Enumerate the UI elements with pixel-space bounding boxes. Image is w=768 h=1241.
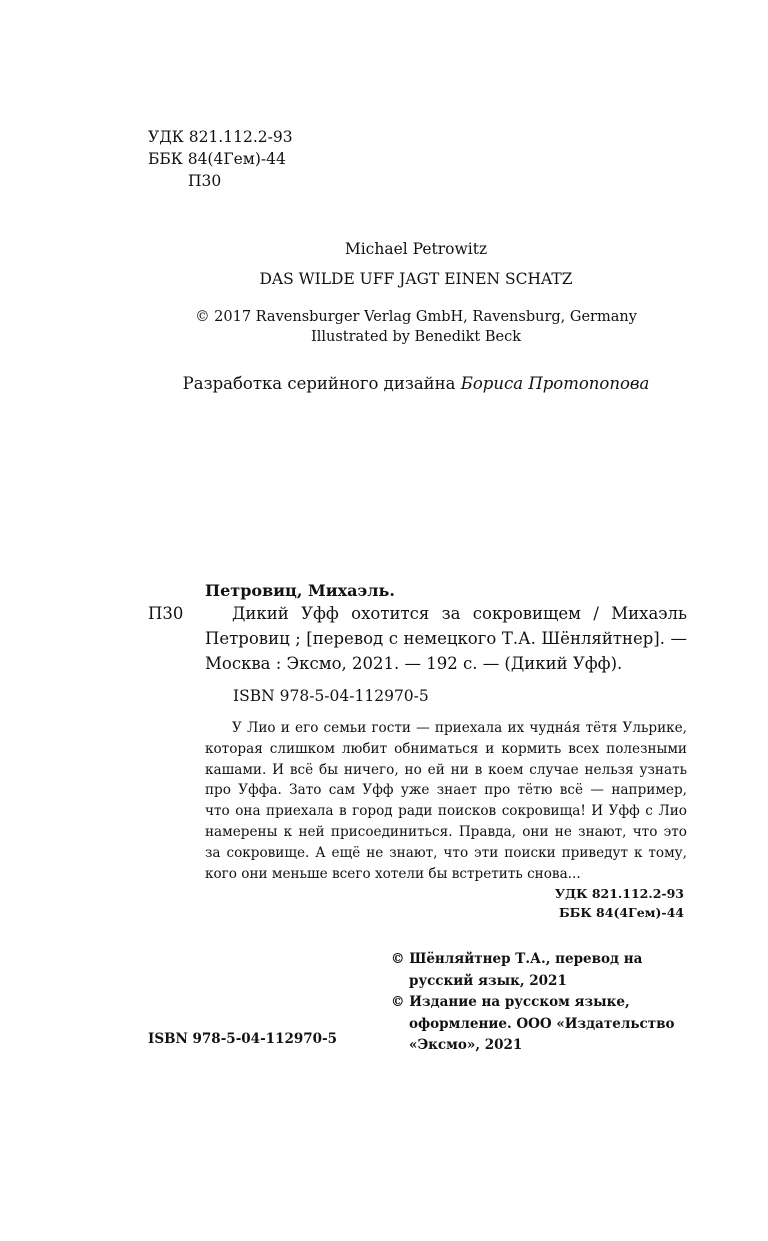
annotation-line: кого они меньше всего хотели бы встретить снова...	[205, 865, 581, 882]
catalog-line: Дикий Уфф охотится за сокровищем / Михаэль	[232, 604, 687, 623]
annotation-line: кашами. И всё бы ничего, но ей ни в коем случае нельзя узнать	[205, 761, 687, 778]
original-copyright: © 2017 Ravensburger Verlag GmbH, Ravensburg, Germany	[195, 309, 637, 325]
udk-code-small: УДК 821.112.2-93	[554, 886, 684, 901]
udk-code: УДК 821.112.2-93	[148, 128, 293, 146]
classification-small	[0, 884, 684, 922]
copyright-translation: © Шёнляйтнер Т.А., перевод на	[391, 951, 643, 967]
copyright-translation-cont: русский язык, 2021	[409, 972, 567, 989]
classification-block	[148, 126, 293, 192]
annotation	[205, 718, 687, 884]
catalog-code: П30	[148, 604, 184, 623]
original-author: Michael Petrowitz	[344, 240, 488, 258]
annotation-line: что она приехала в город ради поисков сокровища! И Уфф с Лио	[205, 803, 687, 820]
isbn-bottom: ISBN 978-5-04-112970-5	[148, 1031, 338, 1047]
annotation-line: за сокровище. А ещё не знают, что эти поиски приведут к тому,	[205, 844, 687, 861]
copyright-edition: © Издание на русском языке,	[391, 994, 630, 1010]
catalog-heading: Петровиц, Михаэль.	[205, 581, 395, 600]
copyright-edition-cont: «Эксмо», 2021	[409, 1037, 523, 1053]
catalog-line: Петровиц ; [перевод с немецкого Т.А. Шёнляйтнер]. —	[205, 629, 687, 648]
catalog-isbn: ISBN 978-5-04-112970-5	[233, 687, 429, 705]
catalog-line: Москва : Эксмо, 2021. — 192 с. — (Дикий Уфф).	[205, 654, 623, 673]
illustrator-credit: Illustrated by Benedikt Beck	[310, 329, 521, 345]
annotation-line: намерены к ней присоединиться. Правда, они не знают, что это	[205, 823, 687, 840]
copyright-russian	[391, 949, 674, 1057]
annotation-line: про Уффа. Зато сам Уфф уже знает про тётю всё — например,	[205, 782, 687, 799]
original-title: DAS WILDE UFF JAGT EINEN SCHATZ	[259, 270, 573, 288]
annotation-line: которая слишком любит обниматься и кормить всех полезными	[205, 740, 687, 757]
bbk-code: ББК 84(4Гем)-44	[148, 150, 286, 168]
annotation-line: У Лио и его семьи гости — приехала их чудна́я тётя Ульрике,	[232, 720, 687, 736]
copyright-edition-cont: оформление. ООО «Издательство	[409, 1015, 675, 1032]
series-design-prefix: Разработка серийного дизайна	[182, 374, 461, 393]
author-mark: П30	[188, 172, 222, 190]
series-designer-name: Бориса Протопопова	[460, 374, 650, 393]
series-design-credit	[0, 374, 768, 393]
bbk-code-small: ББК 84(4Гем)-44	[558, 905, 684, 920]
